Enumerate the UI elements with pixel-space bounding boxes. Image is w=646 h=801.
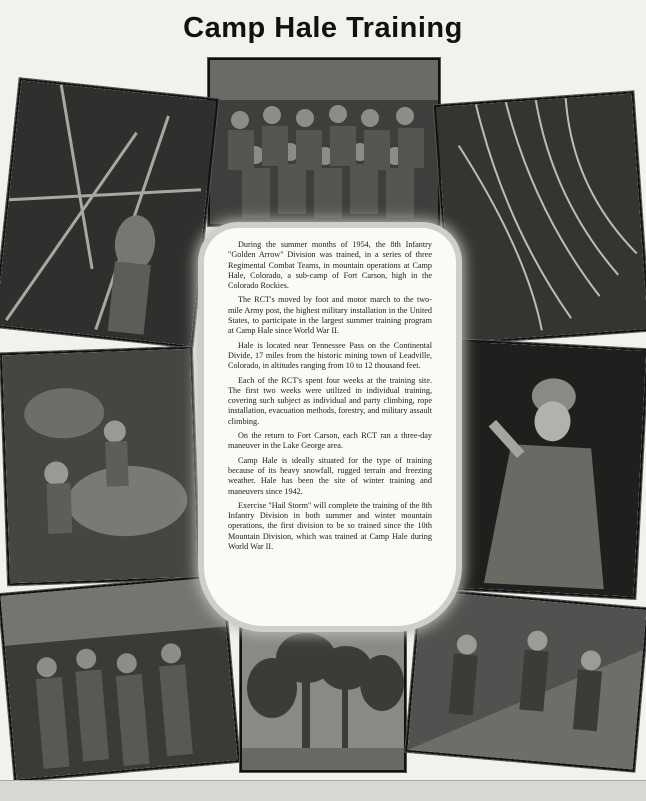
article-paragraph: During the summer months of 1954, the 8th Infantry "Golden Arrow" Division was trained, in a series of three Regimental Combat Teams, in mountain operations at Camp Hale, Colorado, a sub-camp of Fort Carson, high in the Colorado Rockies. bbox=[228, 240, 432, 291]
article-paragraph: On the return to Fort Carson, each RCT ran a three-day maneuver in the Lake George area. bbox=[228, 431, 432, 451]
photo-soldier-with-helmet bbox=[442, 339, 646, 599]
article-paragraph: Exercise "Hail Storm" will complete the training of the 8th Infantry Division in both summer and winter mountain operations, the first division to be so trained since the 10th Mountain Division, which was trained at Camp Hale during World War II. bbox=[228, 500, 432, 552]
photo-soldiers-in-forest bbox=[0, 575, 240, 782]
photo-rope-installation bbox=[434, 91, 646, 344]
photo-forest-clearing bbox=[240, 626, 406, 772]
page-title: Camp Hale Training bbox=[183, 12, 463, 44]
scan-bottom-edge bbox=[0, 780, 646, 801]
article-paragraph: Each of the RCT's spent four weeks at the training site. The first two weeks were utilized in individual training, covering such subject as individual and party climbing, rope installation, evacuation methods, forestry, and military assault climbing. bbox=[228, 375, 432, 426]
article-paragraph: The RCT's moved by foot and motor march to the two-mile Army post, the highest military installation in the United States, to participate in the largest summer training program at Camp Hale since World War II. bbox=[228, 295, 432, 336]
article-text-panel bbox=[204, 228, 456, 626]
photo-group-of-soldiers bbox=[208, 58, 440, 226]
photo-climber-in-trees bbox=[0, 78, 219, 348]
photo-climbing-with-ropes bbox=[405, 588, 646, 771]
article-paragraph: Camp Hale is ideally situated for the type of training because of its heavy snowfall, rugged terrain and freezing weather. Hale has been the site of winter training and maneuvers since 1942. bbox=[228, 455, 432, 496]
article-paragraph: Hale is located near Tennessee Pass on the Continental Divide, 17 miles from the historic mining town of Leadville, Colorado, in altitudes ranging from 10 to 12 thousand feet. bbox=[228, 340, 432, 371]
photo-rock-climbing-group bbox=[0, 347, 200, 586]
